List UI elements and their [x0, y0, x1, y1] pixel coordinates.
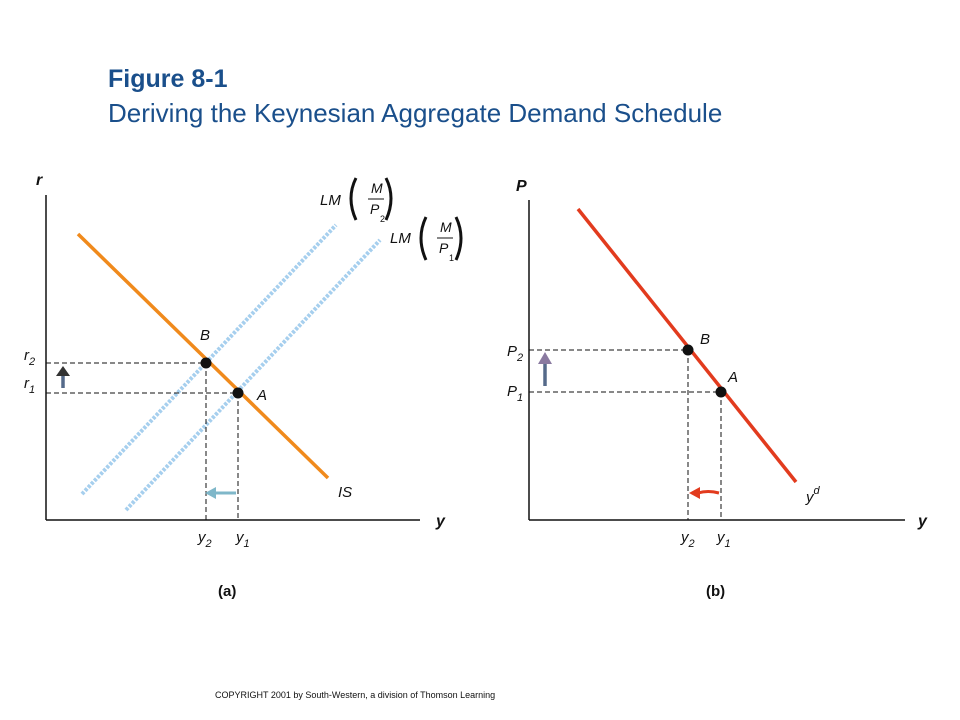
r2-label: $r_2$: [24, 347, 36, 368]
panel-a: [24, 172, 461, 600]
p2-label: $P_2$: [507, 343, 524, 364]
svg-text:LM: LM: [390, 230, 411, 247]
point-a-b: [716, 387, 727, 398]
lm1-curve: [126, 240, 380, 510]
panel-a-x-axis-label: y: [436, 513, 445, 530]
panel-b-label: (b): [706, 583, 726, 600]
panel-a-label: (a): [218, 583, 237, 600]
is-curve: [78, 234, 328, 478]
panel-a-y2-label: $y_2$: [198, 529, 212, 550]
svg-text:M: M: [440, 219, 452, 235]
svg-text:2: 2: [380, 214, 386, 224]
point-b-a: [201, 358, 212, 369]
point-a-a: [233, 388, 244, 399]
svg-text:P: P: [439, 240, 449, 256]
panel-b-y1-label: $y_1$: [717, 529, 731, 550]
lm2-label: [320, 178, 391, 224]
svg-text:LM: LM: [320, 192, 341, 209]
lm1-label: [390, 217, 461, 263]
p-increase-arrow: [538, 352, 552, 386]
figure-label: Figure 8-1: [108, 65, 228, 93]
svg-text:M: M: [371, 180, 383, 196]
panel-b-y2-label: $y_2$: [681, 529, 695, 550]
panel-b-point-a-label: A: [728, 369, 739, 386]
y-decrease-arrow-b: [689, 487, 719, 499]
copyright-notice: COPYRIGHT 2001 by South-Western, a division of Thomson Learning: [215, 690, 496, 700]
figure-caption: Deriving the Keynesian Aggregate Demand Schedule: [108, 98, 723, 128]
panel-a-point-a-label: A: [257, 387, 268, 404]
y-decrease-arrow-a: [205, 487, 236, 499]
r-increase-arrow: [56, 366, 70, 388]
p1-label: $P_1$: [507, 383, 524, 404]
aggregate-demand-label: $y^d$: [806, 485, 820, 506]
r1-label: $r_1$: [24, 375, 36, 396]
panel-a-y1-label: $y_1$: [236, 529, 250, 550]
panel-b-x-axis-label: y: [918, 513, 927, 530]
point-b-b: [683, 345, 694, 356]
is-label: IS: [338, 484, 353, 501]
panel-b-point-b-label: B: [700, 331, 711, 348]
panel-b: [507, 178, 928, 600]
panel-a-y-axis-label: r: [36, 172, 43, 189]
svg-text:1: 1: [449, 253, 455, 263]
panel-a-point-b-label: B: [200, 327, 211, 344]
svg-text:P: P: [370, 201, 380, 217]
panel-b-y-axis-label: P: [516, 178, 527, 195]
